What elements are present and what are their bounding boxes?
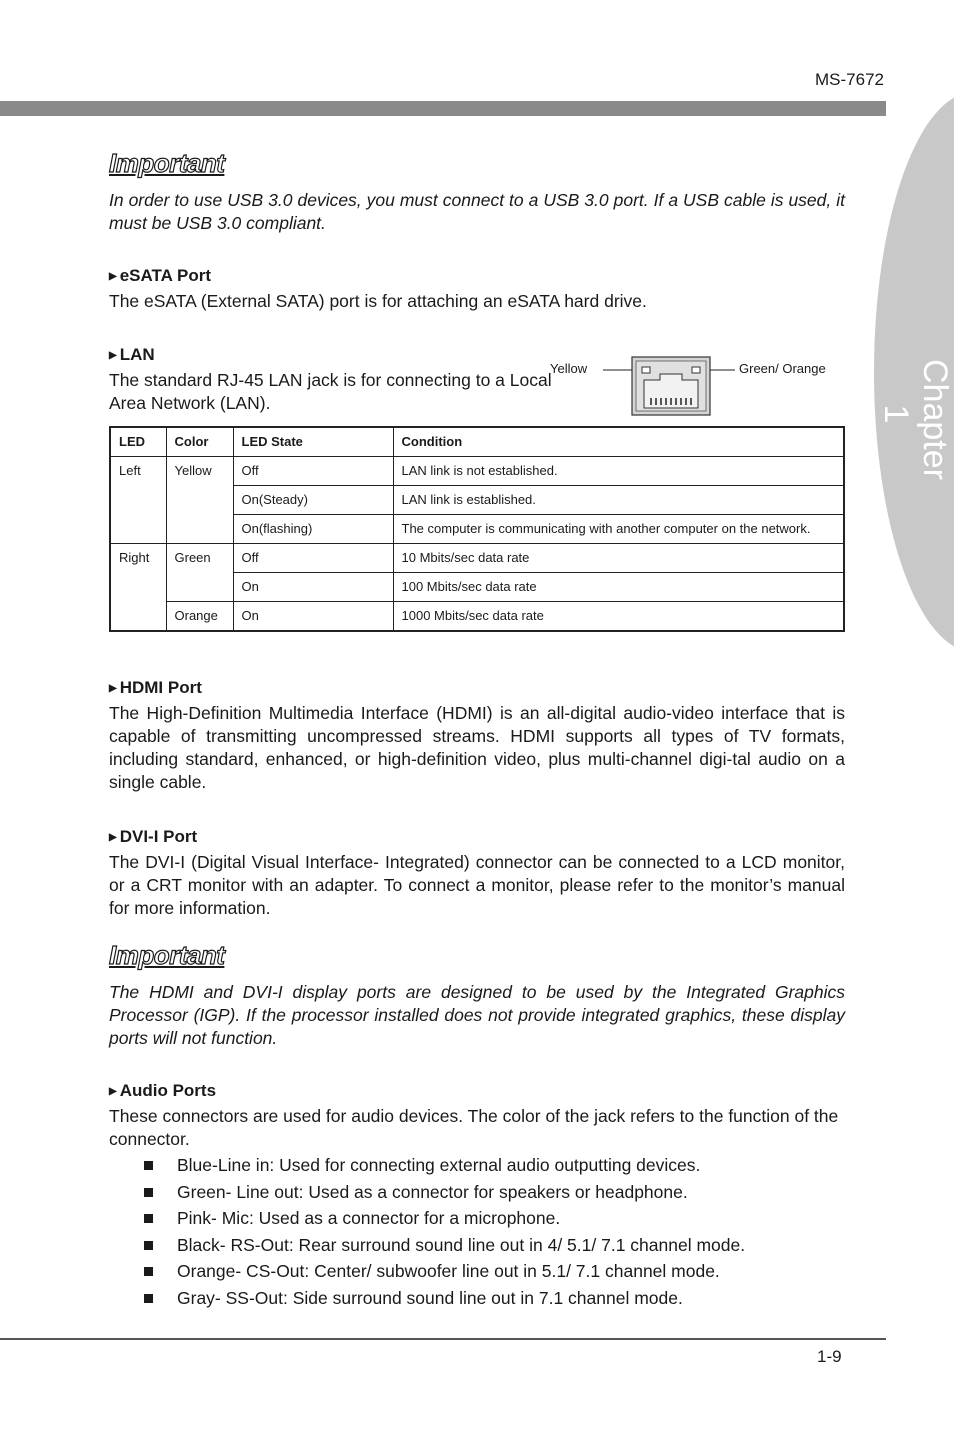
triangle-icon: ▶ <box>109 683 117 694</box>
list-item: Pink- Mic: Used as a connector for a microphone. <box>109 1205 845 1232</box>
important-heading: Important <box>109 940 225 970</box>
header-bar <box>0 101 886 116</box>
hdmi-title: HDMI Port <box>119 678 202 697</box>
lan-led-table <box>109 426 845 632</box>
dvi-title: DVI-I Port <box>119 827 198 846</box>
triangle-icon: ▶ <box>109 1086 117 1097</box>
lan-jack-diagram <box>540 350 850 420</box>
dvi-text: The DVI-I (Digital Visual Interface- Integrated) connector can be connected to a LCD monitor, or a CRT monitor with an adapter. To connect a monitor, please refer to the monitor’s manual for more information. <box>109 852 845 918</box>
table-cell: Right <box>110 544 166 632</box>
esata-heading <box>109 266 845 286</box>
bullet-square-icon <box>144 1214 153 1223</box>
audio-text: These connectors are used for audio devices. The color of the jack refers to the function of the connector. <box>109 1106 839 1149</box>
table-row <box>110 457 844 486</box>
table-cell: 1000 Mbits/sec data rate <box>393 602 844 632</box>
green-orange-led-label: Green/ Orange <box>739 361 826 376</box>
lan-heading <box>109 345 554 365</box>
lan-title: LAN <box>119 345 155 364</box>
table-row <box>110 544 844 573</box>
lan-text: The standard RJ-45 LAN jack is for connecting to a Local Area Network (LAN). <box>109 370 552 413</box>
page-number: 1-9 <box>817 1347 842 1366</box>
table-cell: 10 Mbits/sec data rate <box>393 544 844 573</box>
audio-heading <box>109 1081 845 1101</box>
table-header: LED State <box>233 427 393 457</box>
dvi-heading <box>109 827 845 847</box>
table-cell: Green <box>166 544 233 602</box>
table-header: Color <box>166 427 233 457</box>
bullet-square-icon <box>144 1188 153 1197</box>
list-item: Green- Line out: Used as a connector for speakers or headphone. <box>109 1179 845 1206</box>
table-cell: Off <box>233 457 393 486</box>
important-heading: Important <box>109 148 225 178</box>
hdmi-text: The High-Definition Multimedia Interface (HDMI) is an all-digital audio-video interface that is capable of transmitting uncompressed streams. HDMI supports all types of TV formats, including standard, enhanced, or high-definition video, plus multi-channel digi-tal audio on a single cable. <box>109 703 845 792</box>
triangle-icon: ▶ <box>109 350 117 361</box>
bullet-square-icon <box>144 1294 153 1303</box>
bullet-square-icon <box>144 1267 153 1276</box>
table-cell: The computer is communicating with another computer on the network. <box>393 515 844 544</box>
hdmi-heading <box>109 678 845 698</box>
audio-port-list <box>109 1152 845 1312</box>
model-number: MS-7672 <box>815 70 884 89</box>
triangle-icon: ▶ <box>109 271 117 282</box>
table-cell: Left <box>110 457 166 544</box>
table-cell: On(flashing) <box>233 515 393 544</box>
table-cell: Off <box>233 544 393 573</box>
triangle-icon: ▶ <box>109 832 117 843</box>
table-header: LED <box>110 427 166 457</box>
footer-rule <box>0 1338 886 1340</box>
list-item: Black- RS-Out: Rear surround sound line out in 4/ 5.1/ 7.1 channel mode. <box>109 1232 845 1259</box>
bullet-square-icon <box>144 1241 153 1250</box>
chapter-label: Chapter 1 <box>877 359 954 480</box>
list-item: Gray- SS-Out: Side surround sound line out in 7.1 channel mode. <box>109 1285 845 1312</box>
table-cell: Yellow <box>166 457 233 544</box>
table-row <box>110 602 844 632</box>
table-cell: On <box>233 602 393 632</box>
yellow-led-label: Yellow <box>550 361 588 376</box>
table-cell: LAN link is established. <box>393 486 844 515</box>
list-item: Blue-Line in: Used for connecting external audio outputting devices. <box>109 1152 845 1179</box>
table-cell: Orange <box>166 602 233 632</box>
table-cell: On(Steady) <box>233 486 393 515</box>
list-item: Orange- CS-Out: Center/ subwoofer line out in 5.1/ 7.1 channel mode. <box>109 1258 845 1285</box>
table-cell: LAN link is not established. <box>393 457 844 486</box>
esata-title: eSATA Port <box>119 266 212 285</box>
usb-note: In order to use USB 3.0 devices, you must connect to a USB 3.0 port. If a USB cable is used, it must be USB 3.0 compliant. <box>109 190 845 233</box>
table-cell: 100 Mbits/sec data rate <box>393 573 844 602</box>
table-cell: On <box>233 573 393 602</box>
rj45-jack-icon <box>540 350 850 420</box>
esata-text: The eSATA (External SATA) port is for attaching an eSATA hard drive. <box>109 291 647 311</box>
table-header: Condition <box>393 427 844 457</box>
audio-title: Audio Ports <box>119 1081 217 1100</box>
bullet-square-icon <box>144 1161 153 1170</box>
display-note: The HDMI and DVI-I display ports are designed to be used by the Integrated Graphics Processor (IGP). If the processor installed does not provide integrated graphics, these display ports will not function. <box>109 982 845 1048</box>
table-header-row <box>110 427 844 457</box>
